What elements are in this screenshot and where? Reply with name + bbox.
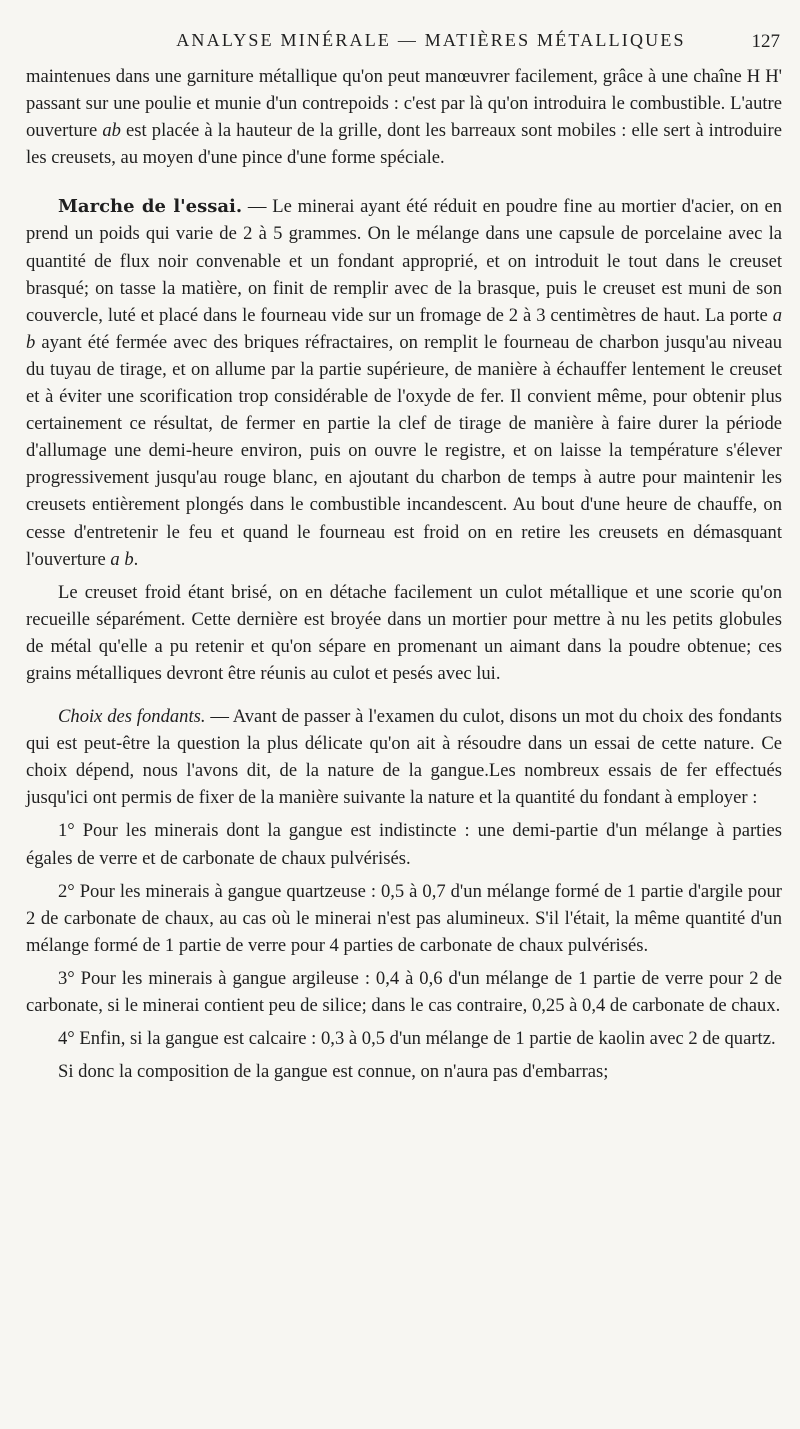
list-item: 1° Pour les minerais dont la gangue est indistincte : une demi-partie d'un mélange à parties égales de verre et de carbonate de chaux pulvérisés. [26,820,782,869]
list-item: 4° Enfin, si la gangue est calcaire : 0,3 à 0,5 d'un mélange de 1 partie de kaolin avec 2 de quartz. [58,1028,776,1050]
paragraph-creuset-froid: Le creuset froid étant brisé, on en détache facilement un culot métallique et une scorie qu'on recueille séparément. Cette dernière est broyée dans un mortier pour mettre à nu les petits globules de métal qu'elle a pu retenir et qu'on sépare en promenant un aimant dans la poudre obtenue; ces grains métalliques devront être réunis au culot et pesés avec lui. [26,581,782,684]
opening-label: ab [102,120,121,142]
paragraph-marche-de-l-essai: Marche de l'essai. — Le minerai ayant été réduit en poudre fine au mortier d'acier, on en prend un poids qui varie de 2 à 5 grammes. On le mélange dans une capsule de porcelaine avec la quantité de flux noir convenable et un fondant approprié, et on introduit le tout dans le creuset brasqué; on tasse la matière, on finit de remplir avec de la brasque, puis le creuset est muni de son couvercle, luté et placé dans le fourneau vide sur un fromage de 2 à 3 centimètres de haut. La porte a b ayant été fermée avec des briques réfractaires, on remplit le fourneau de charbon jusqu'au niveau du tuyau de tirage, et on allume par la partie supérieure, de manière à échauffer lentement le creuset et à éviter une scorification trop considérable de l'oxyde de fer. Il convient même, pour obtenir plus certainement ce résultat, de fermer en partie la clef de tirage de manière à faire durer la période d'allumage une demi-heure environ, puis on ouvre le registre, et on laisse la température s'élever progressivement jusqu'au rouge blanc, en ajoutant du charbon de temps à autre pour maintenir les creusets entièrement plongés dans le combustible incandescent. Au bout d'une heure de chauffe, on cesse d'entretenir le feu et quand le fourneau est froid on en retire les creusets en démasquant l'ouverture a b. [26,196,782,570]
body-text [26,63,782,1085]
running-header [26,30,782,56]
paragraph-conclusion: Si donc la composition de la gangue est connue, on n'aura pas d'embarras; [58,1061,609,1083]
list-item: 2° Pour les minerais à gangue quartzeuse : 0,5 à 0,7 d'un mélange formé de 1 partie d'argile pour 2 de carbonate de chaux, au cas où le minerai n'est pas alumineux. S'il l'était, la même quantité d'un mélange formé de 1 partie de verre pour 4 parties de carbonate de chaux pulvérisés. [26,880,782,956]
page-number: 127 [751,31,780,52]
paragraph-choix-des-fondants: Choix des fondants. — Avant de passer à l'examen du culot, disons un mot du choix des fondants qui est peut-être la question la plus délicate qu'on ait à résoudre dans un essai de cette nature. Ce choix dépend, nous l'avons dit, de la nature de la gangue.Les nombreux essais de fer effectués jusqu'ici ont permis de fixer de la manière suivante la nature et la quantité du fondant à employer : [26,706,782,809]
running-title: ANALYSE MINÉRALE — MATIÈRES MÉTALLIQUES [176,30,686,50]
section-heading-choix: Choix des fondants. [58,706,206,728]
list-item: 3° Pour les minerais à gangue argileuse : 0,4 à 0,6 d'un mélange de 1 partie de verre pour 2 de carbonate, si le minerai contient peu de silice; dans le cas contraire, 0,25 à 0,4 de carbonate de chaux. [26,967,782,1016]
section-heading-marche: Marche de l'essai. [58,196,243,218]
paragraph-furnace-openings: maintenues dans une garniture métallique qu'on peut manœuvrer facilement, grâce à une chaîne H H' passant sur une poulie et munie d'un contrepoids : c'est par là qu'on introduira le combustible. L'autre ouverture ab est placée à la hauteur de la grille, dont les barreaux sont mobiles : elle sert à introduire les creusets, au moyen d'une pince d'une forme spéciale. [26,66,782,169]
